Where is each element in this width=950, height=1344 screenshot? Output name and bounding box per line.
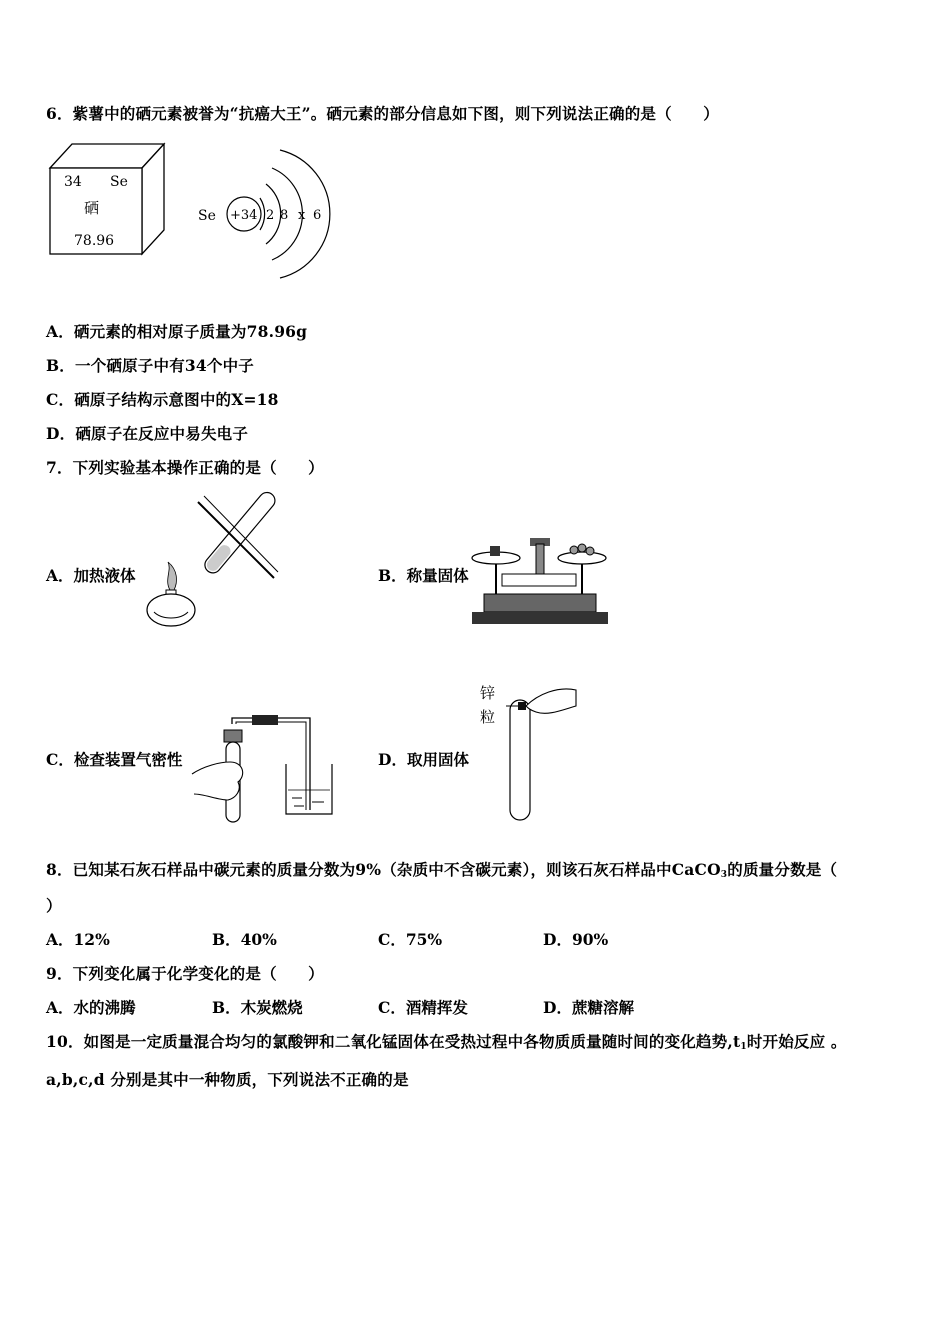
q8-stem-after: 的质量分数是（ — [727, 860, 838, 879]
q9-option-b: B．木炭燃烧 — [212, 998, 303, 1017]
q10-stem-after: 时开始反应 。 — [746, 1032, 847, 1051]
q8-formula-sub: 3 — [720, 870, 728, 880]
q7-stem: 7．下列实验基本操作正确的是（ ） — [46, 458, 324, 477]
q9-stem: 9．下列变化属于化学变化的是（ ） — [46, 964, 324, 983]
q7-option-c: C．检查装置气密性 — [46, 750, 183, 769]
q6-stem: 6．紫薯中的硒元素被誉为“抗癌大王”。硒元素的部分信息如下图，则下列说法正确的是（ ） — [46, 104, 719, 123]
element-symbol: Se — [110, 174, 128, 190]
q6-option-a: A．硒元素的相对原子质量为78.96g — [46, 322, 308, 341]
q8-stem-before: 8．已知某石灰石样品中碳元素的质量分数为9%（杂质中不含碳元素），则该石灰石样品中 — [46, 860, 672, 879]
q6-option-b: B．一个硒原子中有34个中子 — [46, 356, 254, 375]
figure-balance-scale — [470, 534, 610, 628]
q8-option-d: D．90% — [543, 930, 609, 949]
q9-option-c: C．酒精挥发 — [378, 998, 468, 1017]
zinc-label-2: 粒 — [480, 708, 496, 726]
figure-heating-liquid — [138, 490, 278, 630]
shell-1: 2 — [266, 208, 275, 223]
element-name: 硒 — [84, 199, 100, 217]
atom-nucleus: +34 — [230, 208, 258, 223]
q10-t-sub: 1 — [740, 1042, 747, 1052]
q10-stem-before: 10．如图是一定质量混合均匀的氯酸钾和二氧化锰固体在受热过程中各物质质量随时间的变化趋势,t — [46, 1032, 741, 1051]
q7-option-a: A．加热液体 — [46, 566, 136, 585]
q8-formula-main: CaCO — [671, 860, 721, 879]
q8-option-b: B．40% — [212, 930, 277, 949]
q6-option-c: C．硒原子结构示意图中的X=18 — [46, 390, 279, 409]
q8-stem — [46, 858, 837, 880]
q7-option-d: D．取用固体 — [378, 750, 469, 769]
q10-stem-line2: a,b,c,d 分别是其中一种物质，下列说法不正确的是 — [46, 1070, 409, 1089]
atom-symbol: Se — [198, 208, 216, 224]
figure-taking-solid — [478, 680, 582, 826]
figure-airtightness-check — [190, 710, 340, 826]
q6-option-d: D．硒原子在反应中易失电子 — [46, 424, 249, 443]
q8-option-c: C．75% — [378, 930, 443, 949]
shell-3: x — [298, 208, 306, 223]
q9-option-d: D．蔗糖溶解 — [543, 998, 634, 1017]
q8-option-a: A．12% — [46, 930, 110, 949]
shell-2: 8 — [280, 208, 289, 223]
q7-option-b: B．称量固体 — [378, 566, 469, 585]
q9-option-a: A．水的沸腾 — [46, 998, 136, 1017]
q8-stem-line2: ） — [46, 896, 62, 915]
atom-structure-figure — [196, 144, 326, 286]
element-mass: 78.96 — [74, 233, 115, 249]
shell-4: 6 — [313, 208, 322, 223]
element-card-figure — [46, 140, 168, 258]
element-number: 34 — [64, 174, 82, 190]
q10-stem — [46, 1030, 847, 1052]
zinc-label-1: 锌 — [480, 684, 496, 702]
